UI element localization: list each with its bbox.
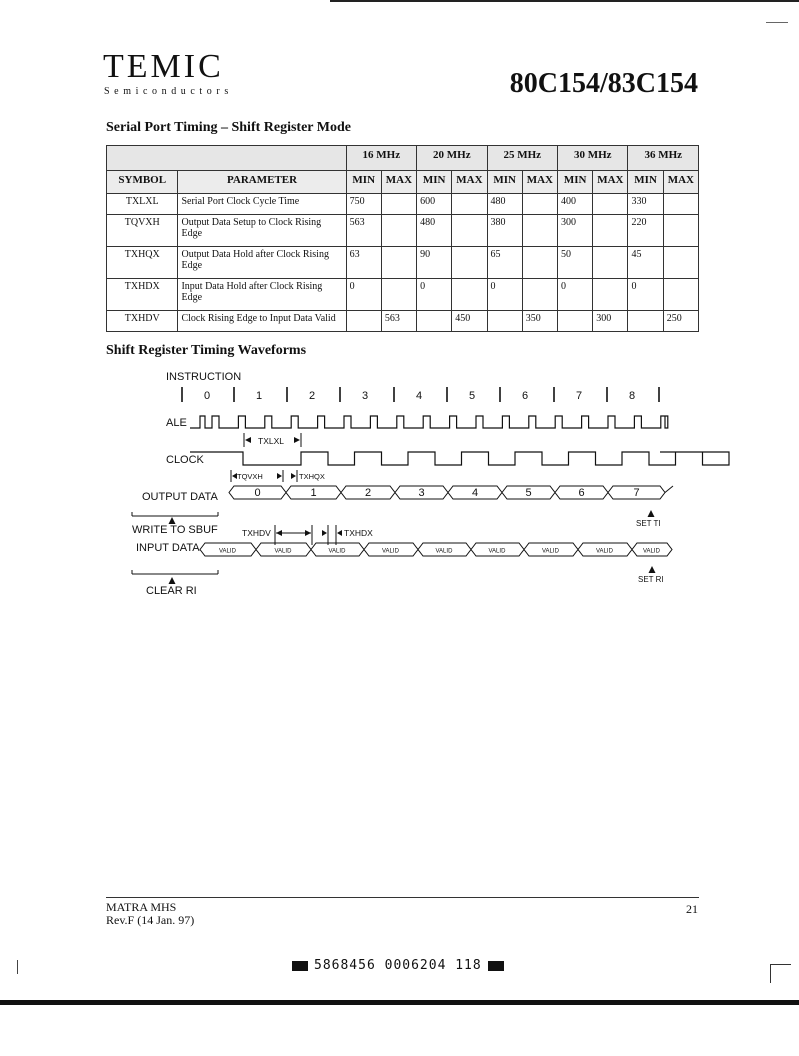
section-title-waveforms: Shift Register Timing Waveforms <box>106 343 307 358</box>
value-cell <box>381 215 416 247</box>
valid-label: VALID <box>328 548 346 555</box>
value-cell <box>663 247 698 279</box>
value-cell: 0 <box>628 279 663 311</box>
freq-header: 16 MHz <box>346 146 416 171</box>
value-cell: 90 <box>417 247 452 279</box>
output-data-signal <box>142 486 673 503</box>
write-sbuf-marker <box>132 512 218 536</box>
value-cell: 600 <box>417 194 452 215</box>
ale-label: ALE <box>166 417 187 429</box>
value-cell: 0 <box>558 279 593 311</box>
max-header: MAX <box>522 171 557 194</box>
valid-label: VALID <box>488 548 506 555</box>
txhdv-label: TXHDV <box>242 528 271 538</box>
txhqx-label: TXHQX <box>299 472 325 481</box>
valid-label: VALID <box>219 548 236 555</box>
barcode-block-icon <box>488 961 504 971</box>
input-data-signal <box>136 542 672 556</box>
txhqx-arrow <box>291 473 296 479</box>
value-cell: 45 <box>628 247 663 279</box>
value-cell: 563 <box>346 215 381 247</box>
value-cell: 563 <box>381 311 416 332</box>
instruction-label: INSTRUCTION <box>166 371 242 383</box>
ale-signal <box>166 416 668 429</box>
min-header: MIN <box>487 171 522 194</box>
value-cell <box>663 279 698 311</box>
value-cell: 350 <box>522 311 557 332</box>
valid-label: VALID <box>382 548 399 555</box>
instruction-number: 4 <box>416 390 423 402</box>
barcode-block-icon <box>292 961 308 971</box>
output-bit-label: 6 <box>578 487 585 499</box>
ale-waveform <box>190 416 668 428</box>
txlxl-label: TXLXL <box>258 436 284 446</box>
output-bit-label: 1 <box>310 487 317 499</box>
value-cell <box>381 194 416 215</box>
output-bit-label: 5 <box>525 487 532 499</box>
value-cell <box>663 194 698 215</box>
txlxl-arrow-left <box>245 437 251 443</box>
table-header-columns <box>107 171 699 194</box>
txhdv-arrow <box>276 530 282 536</box>
min-header: MIN <box>558 171 593 194</box>
value-cell <box>522 215 557 247</box>
clear-ri-marker <box>132 570 218 597</box>
value-cell <box>417 311 452 332</box>
max-header: MAX <box>381 171 416 194</box>
page-number: 21 <box>686 902 698 916</box>
clock-label: CLOCK <box>166 454 204 466</box>
value-cell <box>381 247 416 279</box>
value-cell <box>593 279 628 311</box>
min-header: MIN <box>417 171 452 194</box>
value-cell: 0 <box>417 279 452 311</box>
parameter-header: PARAMETER <box>178 171 346 194</box>
value-cell: 250 <box>663 311 698 332</box>
output-end-edge <box>665 486 673 493</box>
valid-label: VALID <box>542 548 559 555</box>
freq-header: 30 MHz <box>558 146 628 171</box>
instruction-number: 0 <box>204 390 211 402</box>
set-ri-label: SET RI <box>638 575 664 584</box>
row-parameter: Input Data Hold after Clock Rising Edge <box>178 279 346 311</box>
freq-header: 36 MHz <box>628 146 699 171</box>
margin-mark-left <box>17 960 18 974</box>
set-ri-arrow-icon <box>649 566 656 573</box>
instruction-number: 8 <box>629 390 636 402</box>
max-header: MAX <box>663 171 698 194</box>
value-cell <box>452 247 487 279</box>
bottom-edge-bar <box>0 1000 799 1005</box>
value-cell: 65 <box>487 247 522 279</box>
value-cell: 50 <box>558 247 593 279</box>
value-cell <box>381 279 416 311</box>
clock-signal <box>166 433 729 466</box>
value-cell <box>593 194 628 215</box>
valid-label: VALID <box>274 548 292 555</box>
barcode-text: 5868456 0006204 118 <box>314 958 482 973</box>
instruction-number: 3 <box>362 390 369 402</box>
table-row <box>107 247 699 279</box>
value-cell <box>628 311 663 332</box>
row-symbol: TXHDV <box>107 311 178 332</box>
table-header-blank <box>107 146 347 171</box>
value-cell: 480 <box>487 194 522 215</box>
row-parameter: Output Data Hold after Clock Rising Edge <box>178 247 346 279</box>
txhdv-arrow-end <box>305 530 311 536</box>
table-row <box>107 215 699 247</box>
freq-header: 20 MHz <box>417 146 487 171</box>
value-cell: 300 <box>593 311 628 332</box>
output-bit-label: 2 <box>365 487 372 499</box>
instruction-number: 6 <box>522 390 529 402</box>
valid-label: VALID <box>435 548 453 555</box>
valid-label: VALID <box>596 548 613 555</box>
valid-label: VALID <box>643 548 660 555</box>
setup-hold-annotation <box>231 470 325 482</box>
value-cell: 0 <box>346 279 381 311</box>
set-ti-arrow-icon <box>648 510 655 517</box>
instruction-row <box>166 371 659 402</box>
tqvxh-label: TQVXH <box>237 472 263 481</box>
input-hold-annotation <box>242 525 373 545</box>
value-cell: 480 <box>417 215 452 247</box>
table-header-frequency <box>107 146 699 171</box>
value-cell: 220 <box>628 215 663 247</box>
company-logo-subtitle: Semiconductors <box>104 86 233 97</box>
txhdx-arrow <box>322 530 327 536</box>
top-rule <box>330 0 799 2</box>
output-bit-label: 7 <box>633 487 640 499</box>
value-cell <box>522 194 557 215</box>
txhdx-label: TXHDX <box>344 528 373 538</box>
value-cell: 0 <box>487 279 522 311</box>
table-row <box>107 279 699 311</box>
value-cell <box>452 279 487 311</box>
footer-revision: Rev.F (14 Jan. 97) <box>106 913 195 927</box>
footer-company: MATRA MHS <box>106 900 177 914</box>
margin-mark <box>766 22 788 23</box>
output-bit-label: 4 <box>472 487 479 499</box>
row-parameter: Serial Port Clock Cycle Time <box>178 194 346 215</box>
clear-ri-label: CLEAR RI <box>146 585 197 597</box>
value-cell <box>522 247 557 279</box>
row-parameter: Output Data Setup to Clock Rising Edge <box>178 215 346 247</box>
output-bit-label: 0 <box>254 487 261 499</box>
clock-waveform <box>190 452 729 465</box>
part-number: 80C154/83C154 <box>509 68 698 99</box>
set-ti-marker <box>636 510 661 528</box>
company-logo: TEMIC <box>103 48 224 85</box>
table-row <box>107 194 699 215</box>
value-cell <box>452 215 487 247</box>
barcode-line <box>286 958 510 973</box>
value-cell <box>593 215 628 247</box>
instruction-number: 2 <box>309 390 316 402</box>
value-cell: 400 <box>558 194 593 215</box>
row-symbol: TQVXH <box>107 215 178 247</box>
value-cell <box>487 311 522 332</box>
value-cell <box>346 311 381 332</box>
value-cell <box>452 194 487 215</box>
value-cell <box>558 311 593 332</box>
output-bit-label: 3 <box>418 487 425 499</box>
section-title-serial-timing: Serial Port Timing – Shift Register Mode <box>106 120 351 135</box>
crop-mark <box>770 964 791 983</box>
max-header: MAX <box>593 171 628 194</box>
value-cell: 300 <box>558 215 593 247</box>
clear-arrow-icon <box>169 577 176 584</box>
instruction-number: 5 <box>469 390 476 402</box>
row-symbol: TXLXL <box>107 194 178 215</box>
row-symbol: TXHDX <box>107 279 178 311</box>
value-cell: 63 <box>346 247 381 279</box>
timing-waveform-diagram <box>0 360 799 600</box>
footer-rule <box>106 897 699 898</box>
instruction-number: 7 <box>576 390 583 402</box>
tqvxh-arrow-end <box>277 473 282 479</box>
value-cell: 450 <box>452 311 487 332</box>
write-arrow-icon <box>169 517 176 524</box>
instruction-number: 1 <box>256 390 263 402</box>
input-data-label: INPUT DATA <box>136 542 200 554</box>
timing-table <box>106 145 699 332</box>
value-cell: 330 <box>628 194 663 215</box>
min-header: MIN <box>628 171 663 194</box>
value-cell: 380 <box>487 215 522 247</box>
txhdx-arrow-end <box>337 530 342 536</box>
write-to-sbuf-label: WRITE TO SBUF <box>132 524 218 536</box>
freq-header: 25 MHz <box>487 146 557 171</box>
value-cell <box>663 215 698 247</box>
min-header: MIN <box>346 171 381 194</box>
value-cell <box>522 279 557 311</box>
set-ti-label: SET TI <box>636 519 661 528</box>
symbol-header: SYMBOL <box>107 171 178 194</box>
value-cell <box>593 247 628 279</box>
set-ri-marker <box>638 566 664 584</box>
row-symbol: TXHQX <box>107 247 178 279</box>
table-row <box>107 311 699 332</box>
txlxl-arrow-right <box>294 437 300 443</box>
output-data-label: OUTPUT DATA <box>142 491 218 503</box>
row-parameter: Clock Rising Edge to Input Data Valid <box>178 311 346 332</box>
value-cell: 750 <box>346 194 381 215</box>
max-header: MAX <box>452 171 487 194</box>
